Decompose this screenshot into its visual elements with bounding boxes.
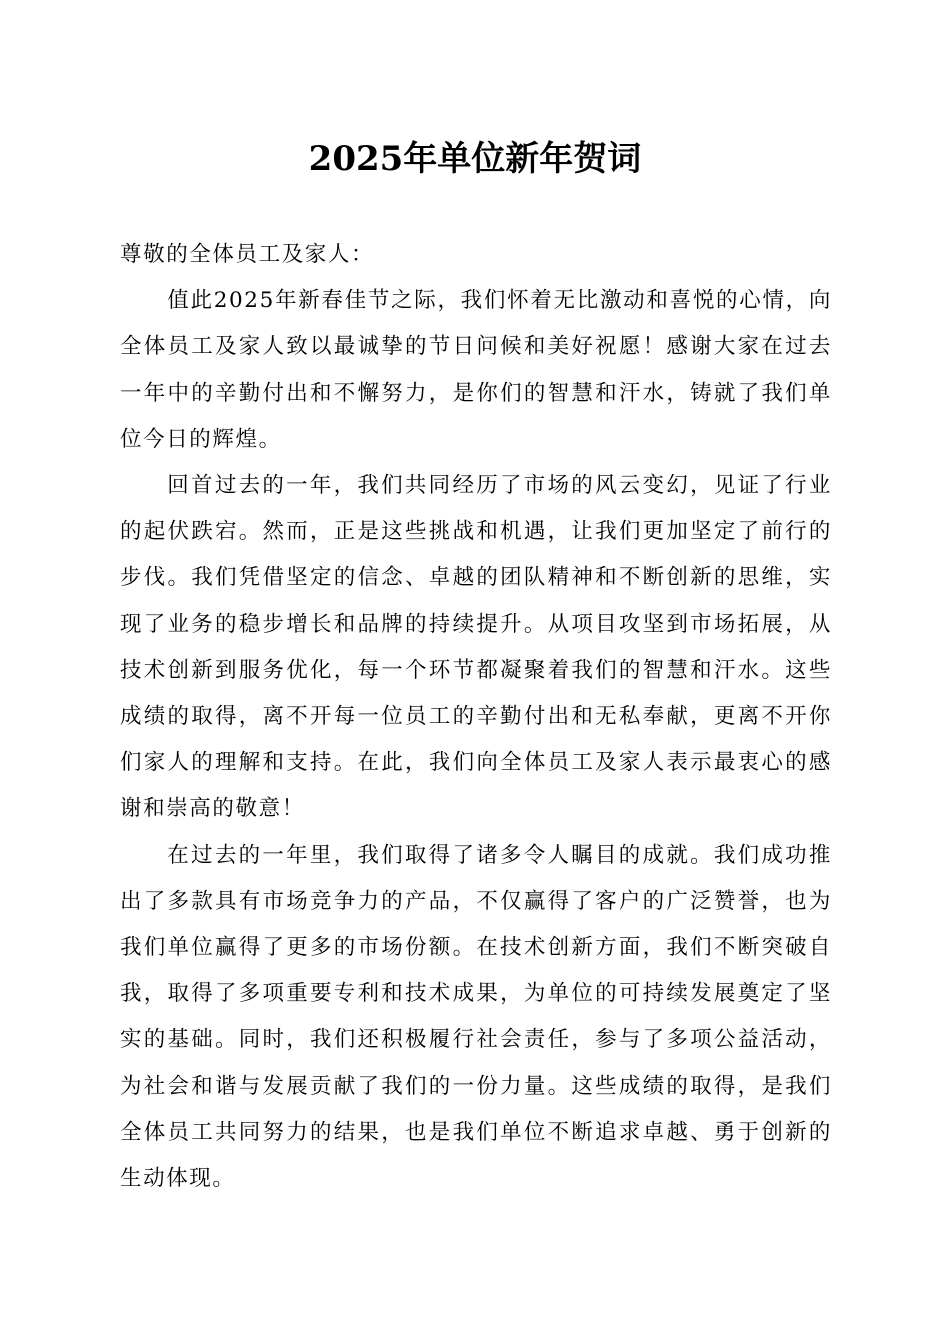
- paragraph-1: 值此2025年新春佳节之际，我们怀着无比激动和喜悦的心情，向全体员工及家人致以最诚挚的节日问候和美好祝愿！感谢大家在过去一年中的辛勤付出和不懈努力，是你们的智慧和汗水，铸就了我们单位今日的辉煌。: [120, 288, 832, 452]
- page-title: 2025年单位新年贺词: [308, 139, 642, 179]
- paragraph-2: 回首过去的一年，我们共同经历了市场的风云变幻，见证了行业的起伏跌宕。然而，正是这些挑战和机遇，让我们更加坚定了前行的步伐。我们凭借坚定的信念、卓越的团队精神和不断创新的思维，实现了业务的稳步增长和品牌的持续提升。从项目攻坚到市场拓展，从技术创新到服务优化，每一个环节都凝聚着我们的智慧和汗水。这些成绩的取得，离不开每一位员工的辛勤付出和无私奉献，更离不开你们家人的理解和支持。在此，我们向全体员工及家人表示最衷心的感谢和崇高的敬意！: [120, 473, 832, 822]
- letter-body: [120, 232, 832, 1202]
- paragraph-3: 在过去的一年里，我们取得了诸多令人瞩目的成就。我们成功推出了多款具有市场竞争力的产品，不仅赢得了客户的广泛赞誉，也为我们单位赢得了更多的市场份额。在技术创新方面，我们不断突破自我，取得了多项重要专利和技术成果，为单位的可持续发展奠定了坚实的基础。同时，我们还积极履行社会责任，参与了多项公益活动，为社会和谐与发展贡献了我们的一份力量。这些成绩的取得，是我们全体员工共同努力的结果，也是我们单位不断追求卓越、勇于创新的生动体现。: [120, 842, 832, 1192]
- greeting-line: 尊敬的全体员工及家人：: [120, 242, 375, 267]
